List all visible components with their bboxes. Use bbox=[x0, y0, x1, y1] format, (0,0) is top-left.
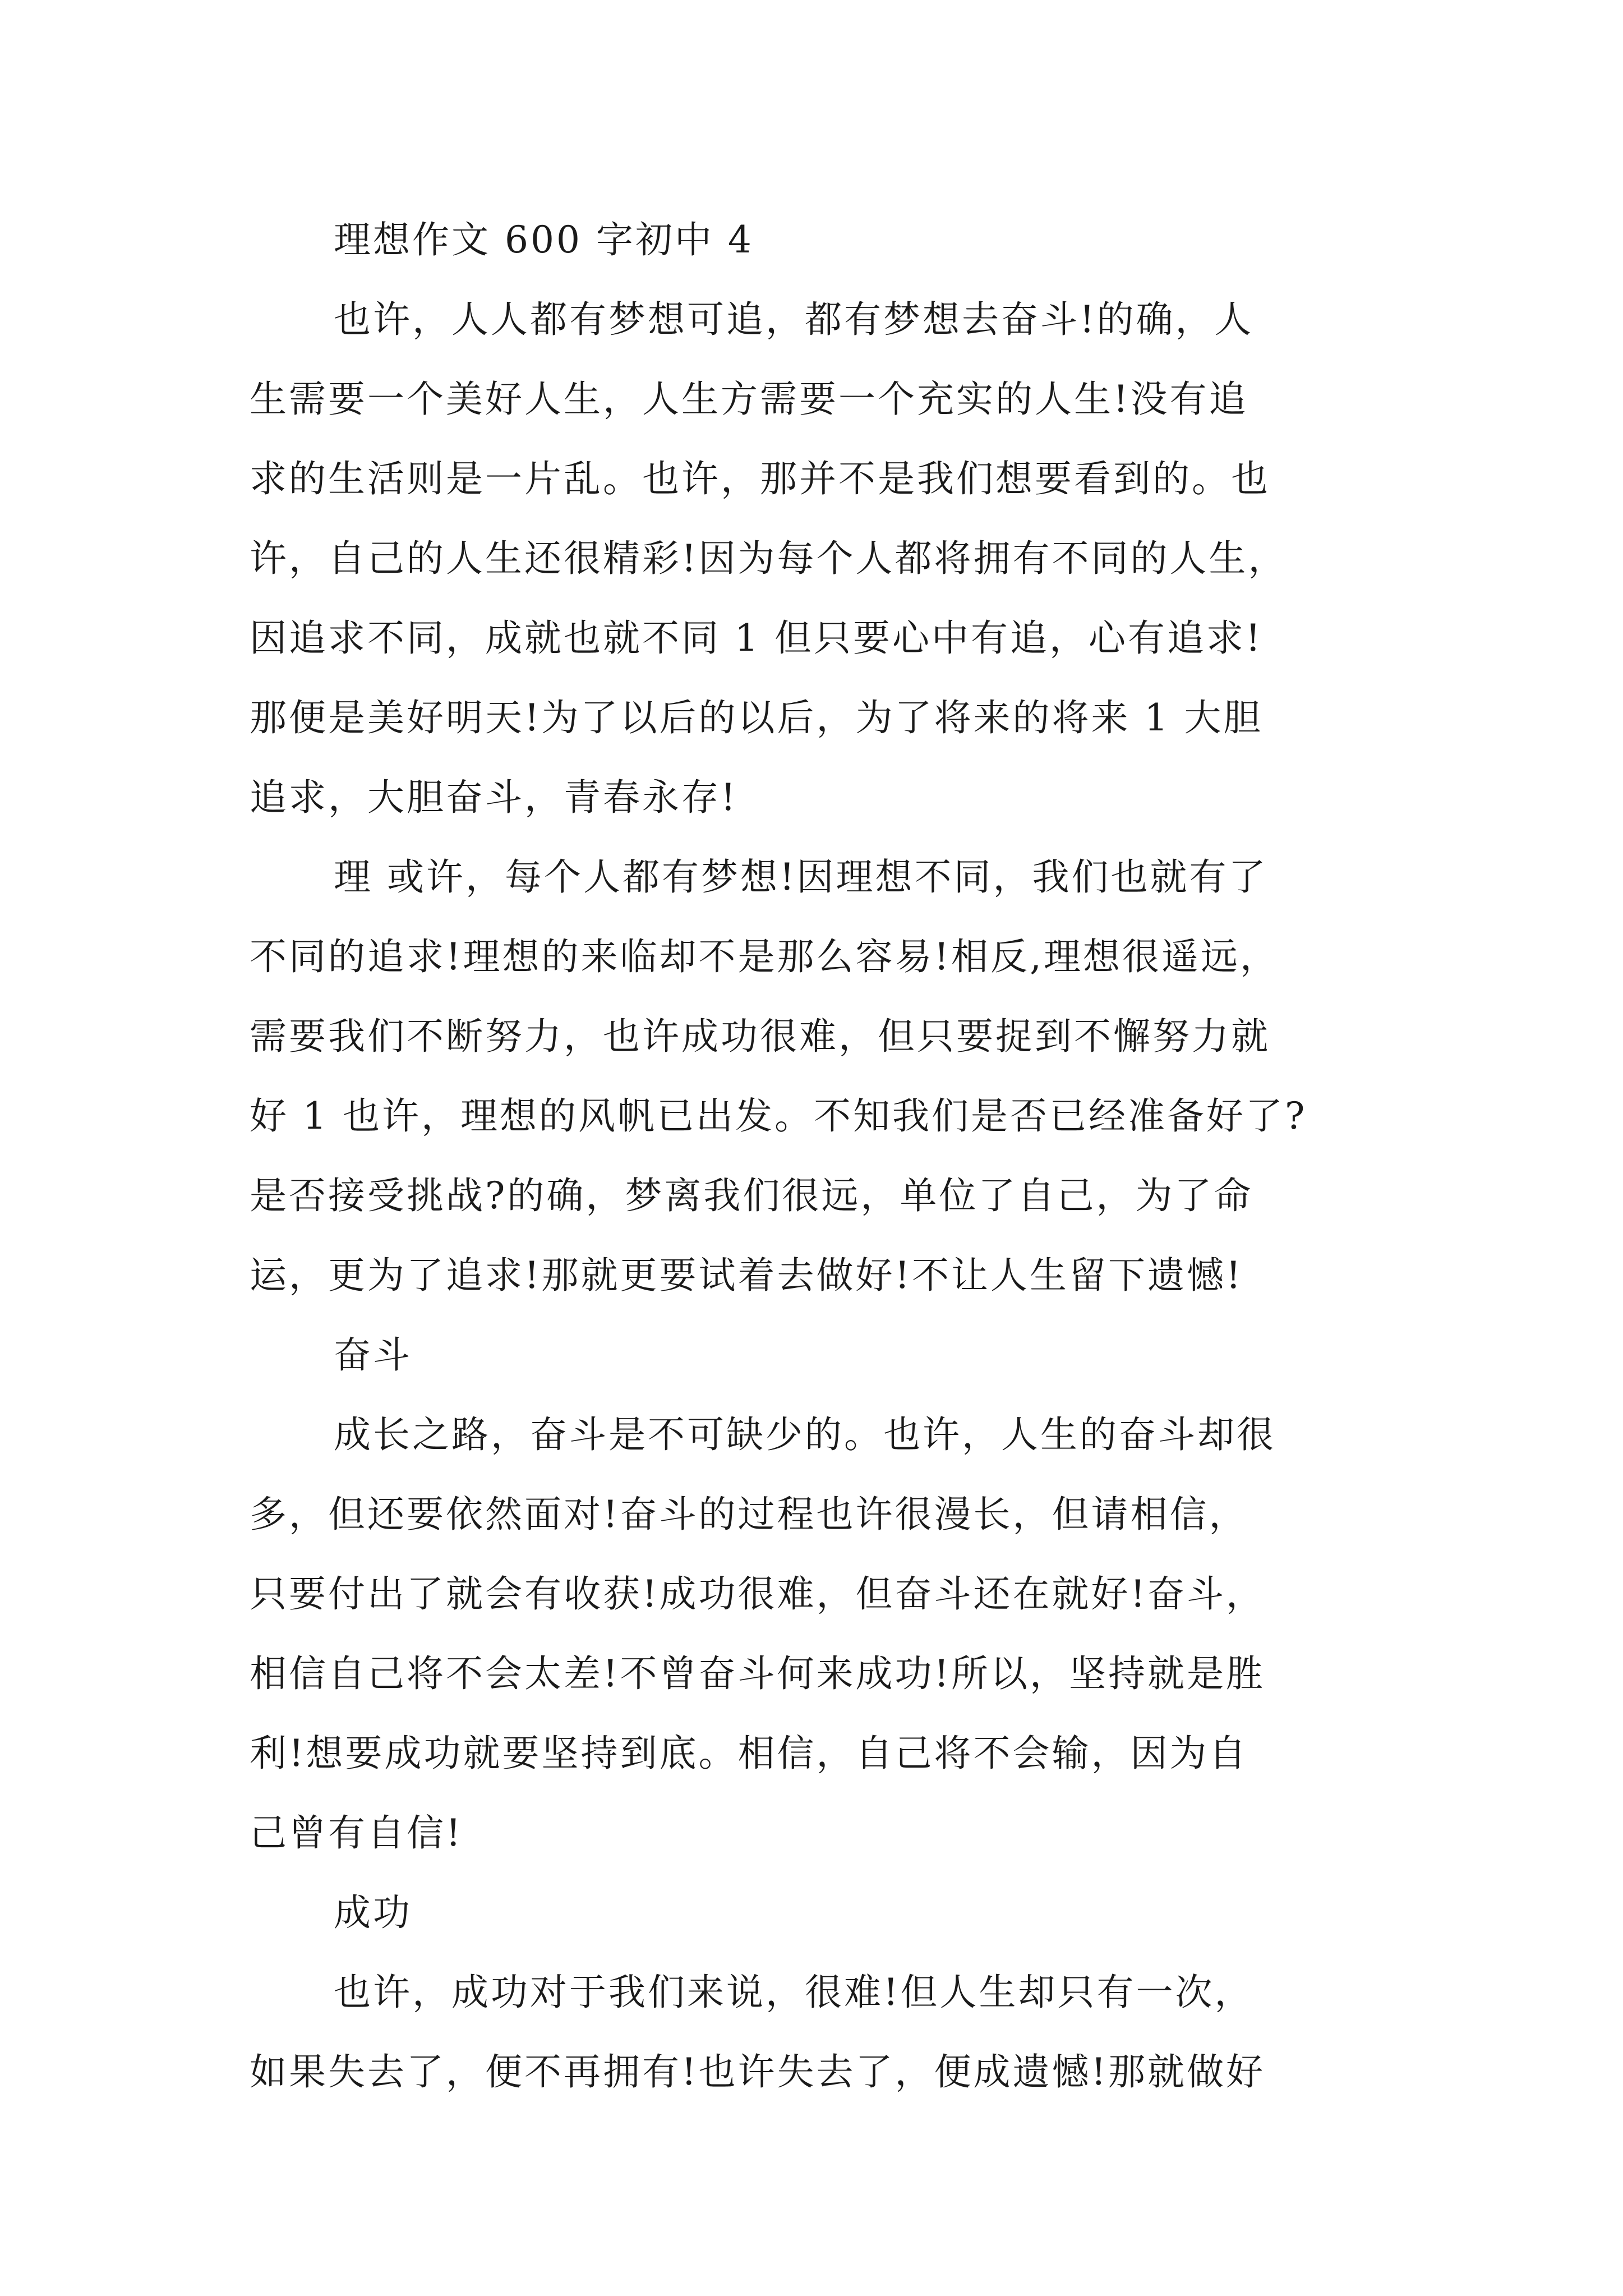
text-line: 许，自己的人生还很精彩!因为每个人都将拥有不同的人生， bbox=[250, 537, 1288, 580]
text-line: 相信自己将不会太差!不曾奋斗何来成功!所以，坚持就是胜 bbox=[250, 1652, 1266, 1695]
section-heading: 奋斗 bbox=[334, 1333, 412, 1377]
text-line: 如果失去了，便不再拥有!也许失去了，便成遗憾!那就做好 bbox=[250, 2050, 1266, 2093]
text-line: 那便是美好明天!为了以后的以后，为了将来的将来 1 大胆 bbox=[250, 696, 1263, 739]
text-line: 只要付出了就会有收获!成功很难，但奋斗还在就好!奋斗， bbox=[250, 1572, 1266, 1616]
text-line: 因追求不同，成就也就不同 1 但只要心中有追，心有追求! bbox=[250, 616, 1263, 660]
text-line: 己曾有自信! bbox=[250, 1811, 463, 1855]
section-heading: 成功 bbox=[334, 1891, 412, 1934]
text-line: 运，更为了追求!那就更要试着去做好!不让人生留下遗憾! bbox=[250, 1254, 1243, 1297]
document-title: 理想作文 600 字初中 4 bbox=[334, 218, 754, 261]
text-line: 生需要一个美好人生，人生方需要一个充实的人生!没有追 bbox=[250, 378, 1248, 421]
text-line: 多，但还要依然面对!奋斗的过程也许很漫长，但请相信， bbox=[250, 1493, 1248, 1536]
text-line: 求的生活则是一片乱。也许，那并不是我们想要看到的。也 bbox=[250, 457, 1270, 500]
text-line: 不同的追求!理想的来临却不是那么容易!相反,理想很遥远， bbox=[250, 935, 1280, 978]
text-line: 理 或许，每个人都有梦想!因理想不同，我们也就有了 bbox=[334, 855, 1268, 899]
text-line: 成长之路，奋斗是不可缺少的。也许，人生的奋斗却很 bbox=[334, 1413, 1276, 1456]
text-line: 好 1 也许，理想的风帆已出发。不知我们是否已经准备好了? bbox=[250, 1094, 1307, 1138]
text-line: 利!想要成功就要坚持到底。相信，自己将不会输，因为自 bbox=[250, 1732, 1248, 1775]
text-line: 需要我们不断努力，也许成功很难，但只要捉到不懈努力就 bbox=[250, 1015, 1270, 1058]
text-line: 是否接受挑战?的确，梦离我们很远，单位了自己，为了命 bbox=[250, 1174, 1253, 1217]
text-line: 追求，大胆奋斗，青春永存! bbox=[250, 776, 738, 819]
text-line: 也许，成功对于我们来说，很难!但人生却只有一次， bbox=[334, 1971, 1254, 2014]
text-line: 也许，人人都有梦想可追，都有梦想去奋斗!的确，人 bbox=[334, 298, 1254, 341]
